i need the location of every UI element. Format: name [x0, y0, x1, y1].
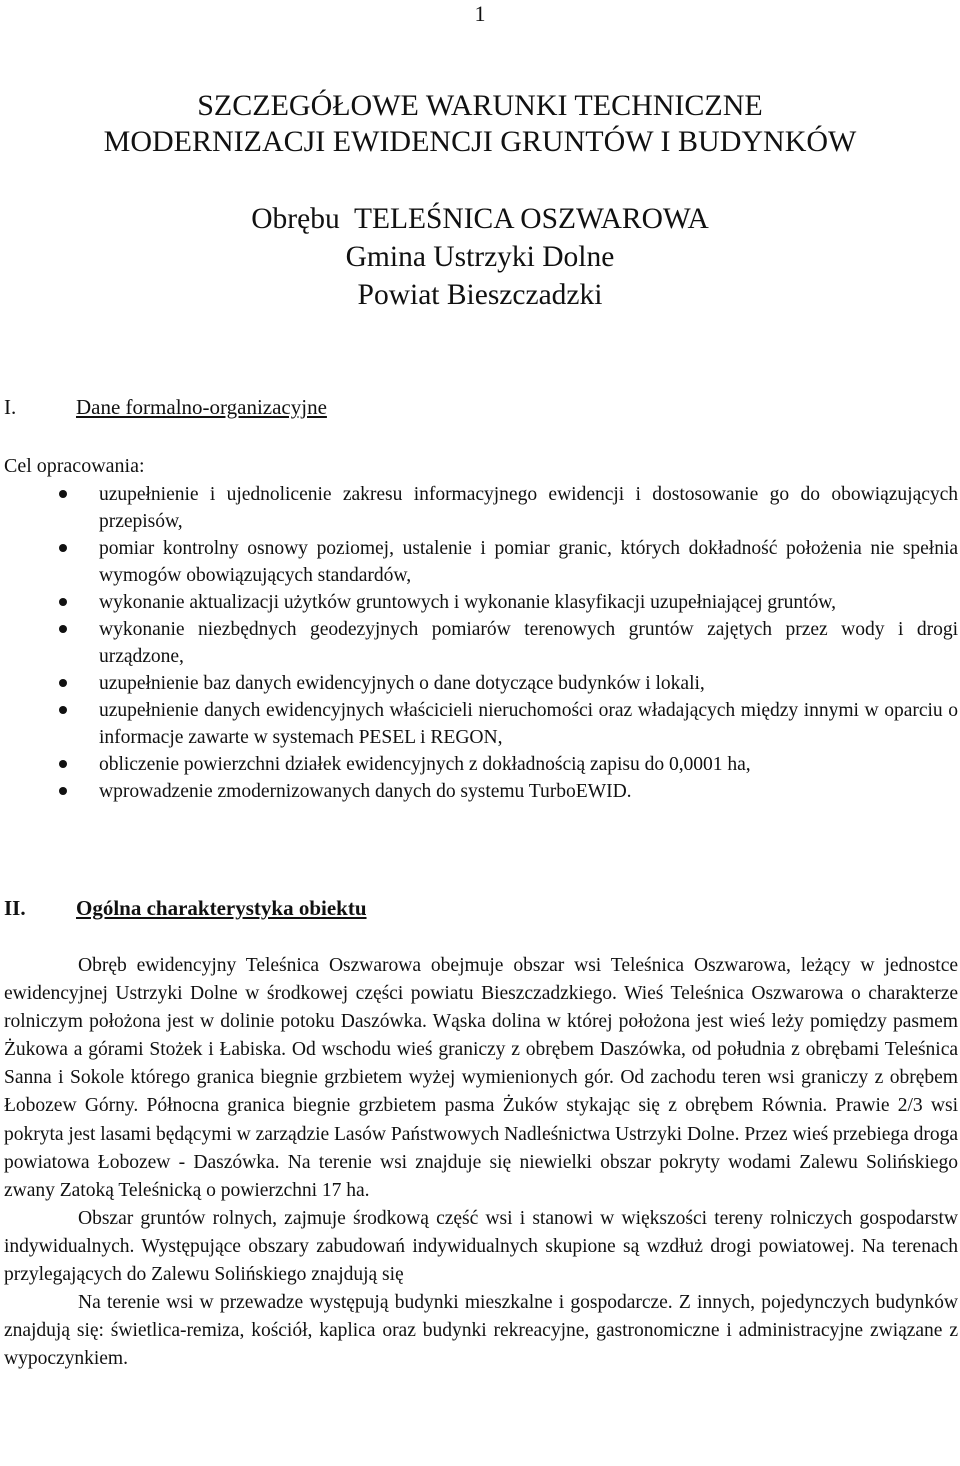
- bullet-icon: [59, 535, 67, 562]
- section-2-number: II.: [4, 896, 26, 920]
- list-item: [0, 778, 960, 805]
- paragraph: Obszar gruntów rolnych, zajmuje środkową część wsi i stanowi w większości tereny rolniczych gospodarstw indywidualnych. Występujące obszary zabudowań indywidualnych skupione są wzdłuż drogi powiatowej. Na terenach przylegających do Zalewu Solińskiego znajdują się: [4, 1207, 958, 1286]
- location-precinct: Obrębu TELEŚNICA OSZWAROWA: [251, 203, 709, 235]
- list-item-text: uzupełnienie danych ewidencyjnych właścicieli nieruchomości oraz władających między innymi w oparciu o informacje zawarte w systemach PESEL i REGON,: [99, 700, 958, 748]
- list-item: [0, 751, 960, 778]
- list-item: [0, 589, 960, 616]
- section-1-number: I.: [4, 395, 17, 419]
- list-item: [0, 481, 960, 535]
- bullet-icon: [59, 751, 67, 778]
- section-1-heading: [4, 394, 327, 421]
- section-2-heading: [4, 895, 367, 922]
- bullet-icon: [59, 670, 67, 697]
- section-1-title: Dane formalno-organizacyjne: [76, 395, 327, 419]
- list-item: [0, 535, 960, 589]
- bullet-icon: [59, 481, 67, 508]
- list-item-text: wykonanie aktualizacji użytków gruntowych i wykonanie klasyfikacji uzupełniającej gruntów,: [99, 592, 836, 613]
- location-commune: Gmina Ustrzyki Dolne: [345, 241, 615, 273]
- document-title: [0, 88, 960, 160]
- bullet-icon: [59, 697, 67, 724]
- goals-list: [0, 481, 960, 805]
- list-item: [0, 670, 960, 697]
- bullet-icon: [59, 589, 67, 616]
- goal-label: Cel opracowania:: [4, 455, 145, 477]
- list-item-text: wprowadzenie zmodernizowanych danych do systemu TurboEWID.: [99, 781, 632, 802]
- list-item-text: uzupełnienie i ujednolicenie zakresu informacyjnego ewidencji i dostosowanie go do obowiązujących przepisów,: [99, 484, 958, 532]
- title-line-2: MODERNIZACJI EWIDENCJI GRUNTÓW I BUDYNKÓW: [103, 125, 857, 158]
- section-2-body: [4, 952, 958, 1373]
- location-district: Powiat Bieszczadzki: [357, 279, 603, 311]
- page-number: 1: [474, 1, 486, 26]
- list-item-text: uzupełnienie baz danych ewidencyjnych o dane dotyczące budynków i lokali,: [99, 673, 705, 694]
- location-block: [0, 200, 960, 314]
- list-item: [0, 697, 960, 751]
- list-item-text: obliczenie powierzchni działek ewidencyjnych z dokładnością zapisu do 0,0001 ha,: [99, 754, 751, 775]
- list-item: [0, 616, 960, 670]
- list-item-text: pomiar kontrolny osnowy poziomej, ustalenie i pomiar granic, których dokładność położenia nie spełnia wymogów obowiązujących standardów,: [99, 538, 958, 586]
- section-2-title: Ogólna charakterystyka obiektu: [76, 896, 367, 920]
- paragraph: Obręb ewidencyjny Teleśnica Oszwarowa obejmuje obszar wsi Teleśnica Oszwarowa, leżący w jednostce ewidencyjnej Ustrzyki Dolne w środkowej części powiatu Bieszczadzkiego. Wieś Teleśnica Oszwarowa o charakterze rolniczym położona jest w dolinie potoku Daszówka. Wąska dolina w której położona jest wieś leży pomiędzy pasmem Żukowa a górami Stożek i Łabiska. Od wschodu wieś graniczy z obrębem Daszówka, od południa z obrębami Teleśnica Sanna i Sokole którego granica biegnie grzbietem wyżej wymienionych gór. Od zachodu teren wsi graniczy z obrębem Łobozew Górny. Północna granica biegnie grzbietem pasma Żuków stykając się z obrębem Równia. Prawie 2/3 wsi pokryta jest lasami będącymi w zarządzie Lasów Państwowych Nadleśnictwa Ustrzyki Dolne. Przez wieś przebiega droga powiatowa Łobozew - Daszówka. Na terenie wsi znajduje się niewielki obszar pokryty wodami Zalewu Solińskiego zwany Zatoką Teleśnicką o powierzchni 17 ha.: [4, 955, 958, 1201]
- bullet-icon: [59, 616, 67, 643]
- title-line-1: SZCZEGÓŁOWE WARUNKI TECHNICZNE: [197, 89, 763, 122]
- list-item-text: wykonanie niezbędnych geodezyjnych pomiarów terenowych gruntów zajętych przez wody i drogi urządzone,: [99, 619, 958, 667]
- paragraph: Na terenie wsi w przewadze występują budynki mieszkalne i gospodarcze. Z innych, pojedynczych budynków znajdują się: świetlica-remiza, kościół, kaplica oraz budynki rekreacyjne, gastronomiczne i administracyjne związane z wypoczynkiem.: [4, 1292, 958, 1370]
- bullet-icon: [59, 778, 67, 805]
